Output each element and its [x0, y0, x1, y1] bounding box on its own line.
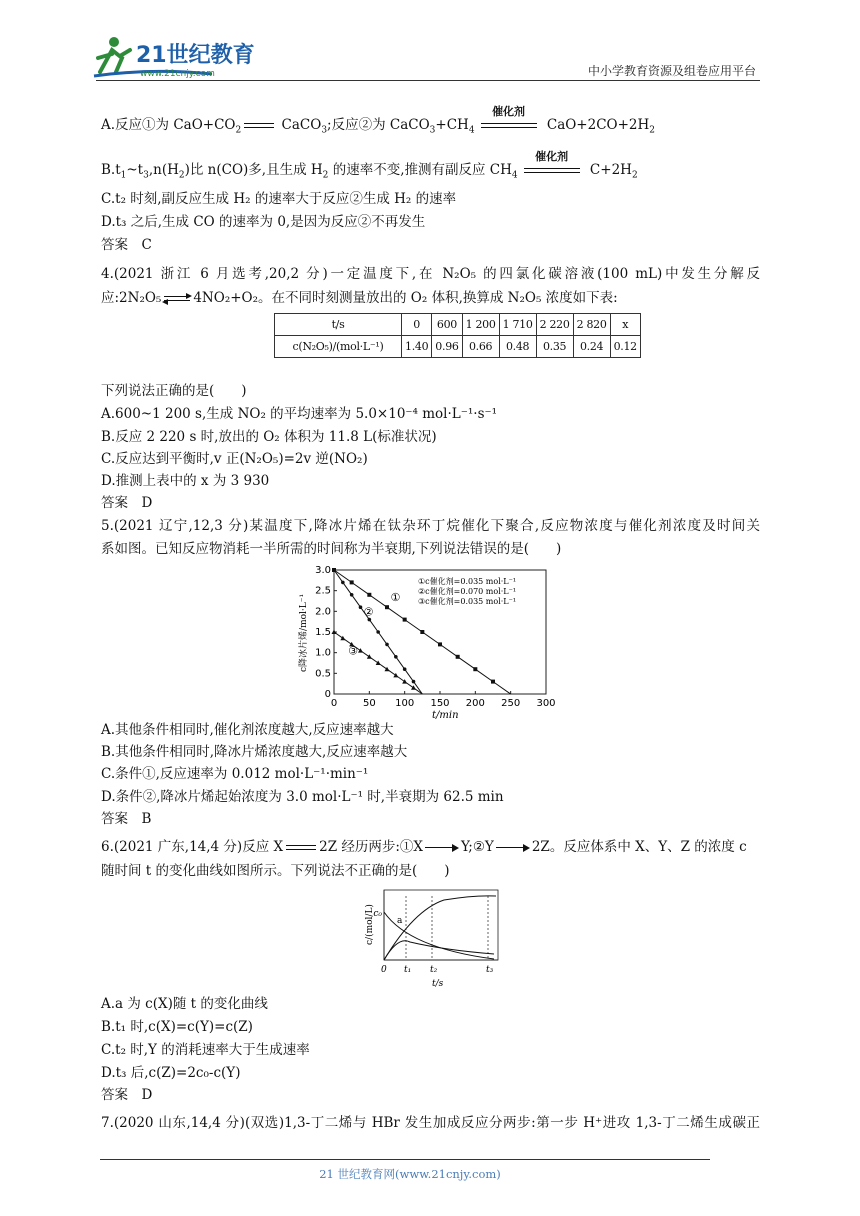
q3-option-a: A.反应①为 $CaO+CO_2$ CaCO$_3$;反应②为 $CaCO_3+CH_4$ 催化剂 $CaO+2CO+2H_2$	[101, 104, 656, 136]
q4-stem-line1: 4.(2021 浙江 6 月选考,20,2 分)一定温度下,在 N₂O₅ 的四氯化碳溶液(100 mL)中发生分解反	[101, 266, 760, 282]
x-tick-label: 150	[430, 698, 450, 709]
x-tick-label: 200	[465, 698, 485, 709]
q5-option-a: A.其他条件相同时,催化剂浓度越大,反应速率越大	[101, 722, 394, 738]
data-point	[473, 667, 477, 671]
y-tick-label: 1.0	[315, 647, 331, 659]
series-label: ②	[363, 605, 374, 619]
q5-option-c: C.条件①,反应速率为 0.012 mol·L⁻¹·min⁻¹	[101, 766, 369, 782]
q7-stem-line1: 7.(2020 山东,14,4 分)(双选)1,3-丁二烯与 HBr 发生加成反应分两步:第一步 H⁺进攻 1,3-丁二烯生成碳正	[101, 1115, 760, 1131]
q5-option-b: B.其他条件相同时,降冰片烯浓度越大,反应速率越大	[101, 744, 408, 760]
q3-option-d: D.t₃ 之后,生成 CO 的速率为 0,是因为反应②不再发生	[101, 214, 426, 230]
q4-data-table	[274, 313, 641, 358]
legend-entry: ③c催化剂=0.035 mol·L⁻¹	[418, 597, 517, 606]
q4-option-c: C.反应达到平衡时,v 正(N₂O₅)=2v 逆(NO₂)	[101, 451, 368, 467]
legend-entry: ①c催化剂=0.035 mol·L⁻¹	[418, 577, 517, 586]
curve-z	[384, 896, 496, 960]
data-point	[359, 605, 363, 609]
reaction-arrow	[496, 844, 530, 852]
y-tick-label: 0	[324, 689, 331, 700]
q6-stem-line2: 随时间 t 的变化曲线如图所示。下列说法不正确的是( )	[101, 863, 450, 879]
x-axis-label: t/min	[432, 710, 459, 721]
logo-text: 21世纪教育	[136, 43, 255, 68]
footer-divider	[100, 1159, 710, 1160]
y-tick-label: 2.5	[315, 585, 331, 597]
table-cell: t/s	[275, 314, 402, 336]
y-axis-label: c降冰片烯/mol·L⁻¹	[299, 593, 309, 672]
legend-entry: ②c催化剂=0.070 mol·L⁻¹	[418, 587, 517, 596]
q6-option-c: C.t₂ 时,Y 的消耗速率大于生成速率	[101, 1042, 310, 1058]
logo-graphic	[92, 32, 262, 82]
reversible-arrow	[164, 294, 190, 304]
table-cell: 0.12	[610, 336, 640, 358]
data-point	[403, 618, 407, 622]
site-logo[interactable]	[92, 32, 262, 82]
q5-chart	[296, 562, 566, 722]
header-platform-text: 中小学教育资源及组卷应用平台	[587, 64, 756, 78]
q5-stem-line2: 系如图。已知反应物消耗一半所需的时间称为半衰期,下列说法错误的是( )	[101, 541, 562, 557]
curve-y	[384, 941, 494, 960]
q6-stem-line1: 6.(2021 广东,14,4 分)反应 X 2Z 经历两步:①X Y;②Y 2Z。反应体系中 X、Y、Z 的浓度 c	[101, 839, 747, 855]
data-point	[412, 680, 416, 684]
data-point	[341, 581, 345, 585]
x-tick-label: 50	[362, 698, 376, 709]
table-cell: 0.66	[462, 336, 499, 358]
x-tick-label: 100	[395, 698, 415, 709]
q4-stem-line2: 应:2N₂O₅ 4NO₂+O₂。在不同时刻测量放出的 O₂ 体积,换算成 N₂O₅ 浓度如下表:	[101, 290, 618, 306]
equilibrium-sign	[244, 121, 274, 131]
table-cell: 1 200	[462, 314, 499, 336]
series-label: ①	[390, 591, 401, 604]
q6-option-a: A.a 为 c(X)随 t 的变化曲线	[101, 996, 268, 1012]
q6-option-d: D.t₃ 后,c(Z)=2c₀-c(Y)	[101, 1065, 241, 1081]
q4-option-d: D.推测上表中的 x 为 3 930	[101, 473, 270, 489]
x-tick-label: 0	[330, 698, 338, 709]
q3-option-c: C.t₂ 时刻,副反应生成 H₂ 的速率大于反应②生成 H₂ 的速率	[101, 191, 457, 207]
table-cell: x	[610, 314, 640, 336]
table-cell: 2 820	[573, 314, 610, 336]
data-point	[350, 593, 354, 597]
data-point	[376, 630, 380, 634]
table-cell: 0.24	[573, 336, 610, 358]
series-label: ③	[348, 644, 359, 658]
x-tick-label: t₁	[404, 965, 412, 975]
y-tick-label: 2.0	[315, 606, 331, 618]
data-point	[438, 642, 442, 646]
q5-answer: 答案 B	[101, 811, 152, 827]
equilibrium-sign	[286, 843, 316, 853]
catalyst-sign: 催化剂	[524, 166, 580, 176]
logo-head	[109, 37, 119, 47]
table-cell: 0	[402, 314, 432, 336]
table-cell: 600	[432, 314, 462, 336]
table-cell: 0.96	[432, 336, 462, 358]
data-point	[332, 568, 336, 572]
c0-marker: c₀	[373, 909, 382, 919]
table-cell: 1 710	[499, 314, 536, 336]
x-tick-label: t₃	[486, 965, 494, 975]
x-tick-label: 300	[536, 698, 556, 709]
reaction-arrow	[425, 844, 459, 852]
header-divider	[96, 80, 760, 81]
y-axis-label: c/(mol/L)	[365, 904, 375, 945]
footer-link[interactable]: 21 世纪教育网(www.21cnjy.com)	[319, 1167, 501, 1181]
q4-answer: 答案 D	[101, 495, 153, 511]
y-tick-label: 1.5	[315, 627, 331, 638]
catalyst-sign: 催化剂	[481, 121, 537, 131]
q4-option-b: B.反应 2 220 s 时,放出的 O₂ 体积为 11.8 L(标准状况)	[101, 429, 437, 445]
table-cell: 1.40	[402, 336, 432, 358]
table-cell: 0.48	[499, 336, 536, 358]
data-point	[385, 643, 389, 647]
curve-a-label: a	[397, 916, 403, 926]
data-point	[350, 580, 354, 584]
x-tick-label: 250	[501, 698, 521, 709]
y-tick-label: 3.0	[315, 565, 331, 576]
table-row	[275, 314, 641, 336]
y-tick-label: 0.5	[315, 668, 331, 680]
logo-url: www.21cnjy.com	[140, 69, 215, 79]
data-point	[491, 680, 495, 684]
data-point	[403, 667, 407, 671]
q3-option-b: $B.t_1\sim t_3,n(H_2)$比 n(CO)多,且生成 $H_2$ 的速率不变,推测有副反应 $CH_4$ 催化剂 $C+2H_2$	[101, 149, 638, 181]
q5-option-d: D.条件②,降冰片烯起始浓度为 3.0 mol·L⁻¹ 时,半衰期为 62.5 min	[101, 789, 504, 805]
q4-question: 下列说法正确的是( )	[101, 383, 247, 399]
table-cell: c(N₂O₅)/(mol·L⁻¹)	[275, 336, 402, 358]
data-point	[394, 655, 398, 659]
table-cell: 2 220	[536, 314, 573, 336]
q6-chart	[358, 884, 508, 994]
data-point	[367, 593, 371, 597]
data-point	[385, 605, 389, 609]
data-point	[420, 630, 424, 634]
data-point	[456, 655, 460, 659]
table-cell: 0.35	[536, 336, 573, 358]
x-tick-label: 0	[381, 965, 387, 975]
x-axis-label: t/s	[432, 979, 444, 989]
q6-option-b: B.t₁ 时,c(X)=c(Y)=c(Z)	[101, 1019, 253, 1035]
q5-stem-line1: 5.(2021 辽宁,12,3 分)某温度下,降冰片烯在钛杂环丁烷催化下聚合,反应物浓度与催化剂浓度及时间关	[101, 518, 760, 534]
q6-answer: 答案 D	[101, 1087, 153, 1103]
x-tick-label: t₂	[430, 965, 438, 975]
q4-option-a: A.600~1 200 s,生成 NO₂ 的平均速率为 5.0×10⁻⁴ mol·L⁻¹·s⁻¹	[101, 406, 498, 422]
q3-answer: 答案 C	[101, 237, 152, 253]
table-row	[275, 336, 641, 358]
